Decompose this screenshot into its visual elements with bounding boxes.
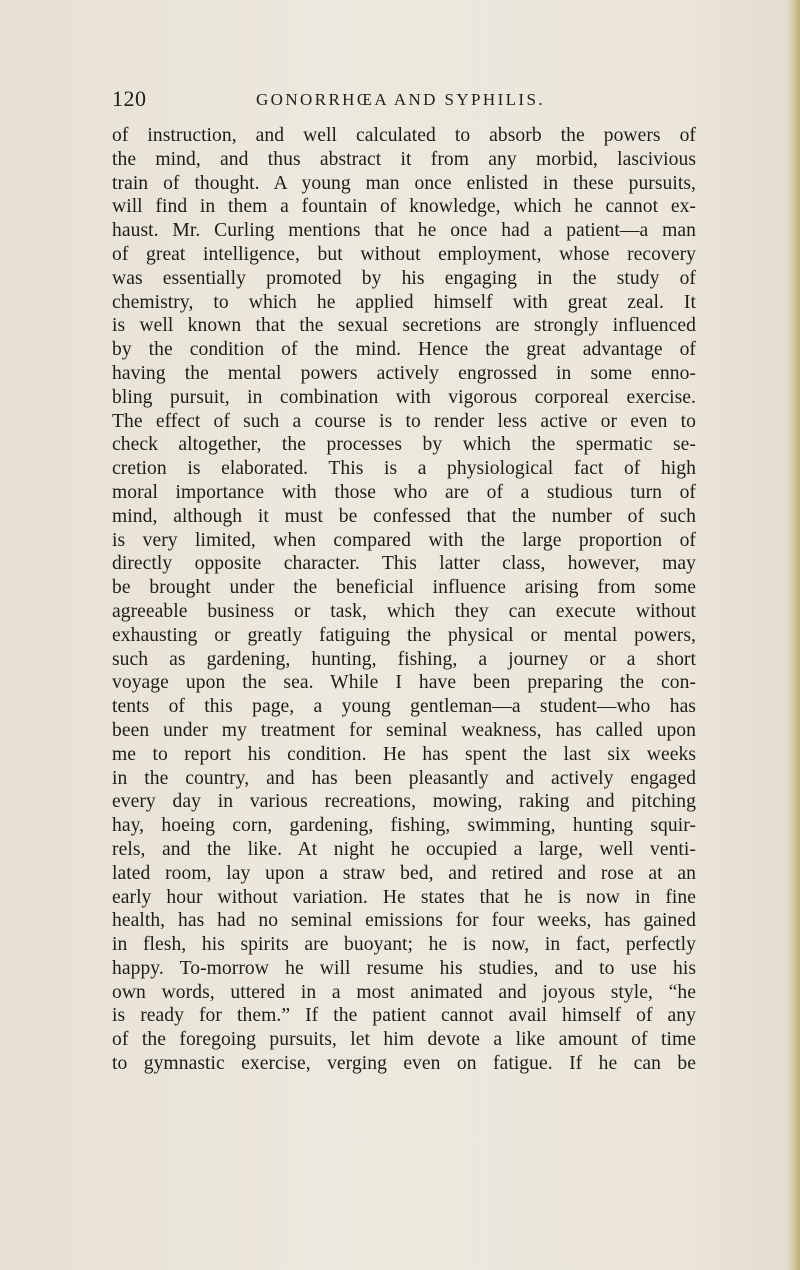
text-line: by the condition of the mind. Hence the great advantage of: [112, 339, 696, 361]
text-line: The effect of such a course is to render less active or even to: [112, 410, 696, 432]
text-line: hay, hoeing corn, gardening, fishing, swimming, hunting squir-: [112, 815, 696, 837]
text-line: of great intelligence, but without employment, whose recovery: [112, 243, 696, 265]
text-line: health, has had no seminal emissions for four weeks, has gained: [112, 910, 696, 932]
text-line: chemistry, to which he applied himself with great zeal. It: [112, 291, 696, 313]
text-line: lated room, lay upon a straw bed, and retired and rose at an: [112, 862, 696, 884]
text-line: mind, although it must be confessed that the number of such: [112, 505, 696, 527]
text-line: will find in them a fountain of knowledge, which he cannot ex-: [112, 196, 696, 218]
text-line: agreeable business or task, which they can execute without: [112, 600, 696, 622]
text-line: such as gardening, hunting, fishing, a journey or a short: [112, 648, 696, 670]
text-line: the mind, and thus abstract it from any morbid, lascivious: [112, 148, 696, 170]
text-line: train of thought. A young man once enlisted in these pursuits,: [112, 172, 696, 194]
text-line: tents of this page, a young gentleman—a student—who has: [112, 696, 696, 718]
text-line: exhausting or greatly fatiguing the physical or mental powers,: [112, 624, 696, 646]
text-line: check altogether, the processes by which the spermatic se-: [112, 434, 696, 456]
body-text: [112, 124, 696, 1076]
text-line: haust. Mr. Curling mentions that he once had a patient—a man: [112, 220, 696, 242]
page-header: [112, 86, 712, 116]
text-line: happy. To-morrow he will resume his studies, and to use his: [112, 957, 696, 979]
text-line: be brought under the beneficial influence arising from some: [112, 577, 696, 599]
text-line: voyage upon the sea. While I have been preparing the con-: [112, 672, 696, 694]
text-line: me to report his condition. He has spent the last six weeks: [112, 743, 696, 765]
text-line: cretion is elaborated. This is a physiological fact of high: [112, 458, 696, 480]
text-line: is ready for them.” If the patient cannot avail himself of any: [112, 1005, 696, 1027]
text-line: own words, uttered in a most animated and joyous style, “he: [112, 981, 696, 1003]
text-line: rels, and the like. At night he occupied a large, well venti-: [112, 838, 696, 860]
text-line: every day in various recreations, mowing, raking and pitching: [112, 791, 696, 813]
page-number: 120: [112, 86, 147, 111]
text-line: been under my treatment for seminal weakness, has called upon: [112, 719, 696, 741]
text-line: is well known that the sexual secretions are strongly influenced: [112, 315, 696, 337]
running-head: GONORRHŒA AND SYPHILIS.: [256, 90, 545, 109]
text-line: to gymnastic exercise, verging even on fatigue. If he can be: [112, 1053, 696, 1075]
text-line: is very limited, when compared with the large proportion of: [112, 529, 696, 551]
text-line: early hour without variation. He states that he is now in fine: [112, 886, 696, 908]
text-line: having the mental powers actively engrossed in some enno-: [112, 362, 696, 384]
text-line: of the foregoing pursuits, let him devote a like amount of time: [112, 1029, 696, 1051]
text-line: moral importance with those who are of a studious turn of: [112, 481, 696, 503]
text-line: of instruction, and well calculated to absorb the powers of: [112, 125, 696, 146]
text-line: bling pursuit, in combination with vigorous corporeal exercise.: [112, 386, 696, 408]
text-line: in flesh, his spirits are buoyant; he is now, in fact, perfectly: [112, 934, 696, 956]
text-line: in the country, and has been pleasantly and actively engaged: [112, 767, 696, 789]
text-line: directly opposite character. This latter class, however, may: [112, 553, 696, 575]
text-line: was essentially promoted by his engaging in the study of: [112, 267, 696, 289]
page-edge-shading: [786, 0, 800, 1270]
